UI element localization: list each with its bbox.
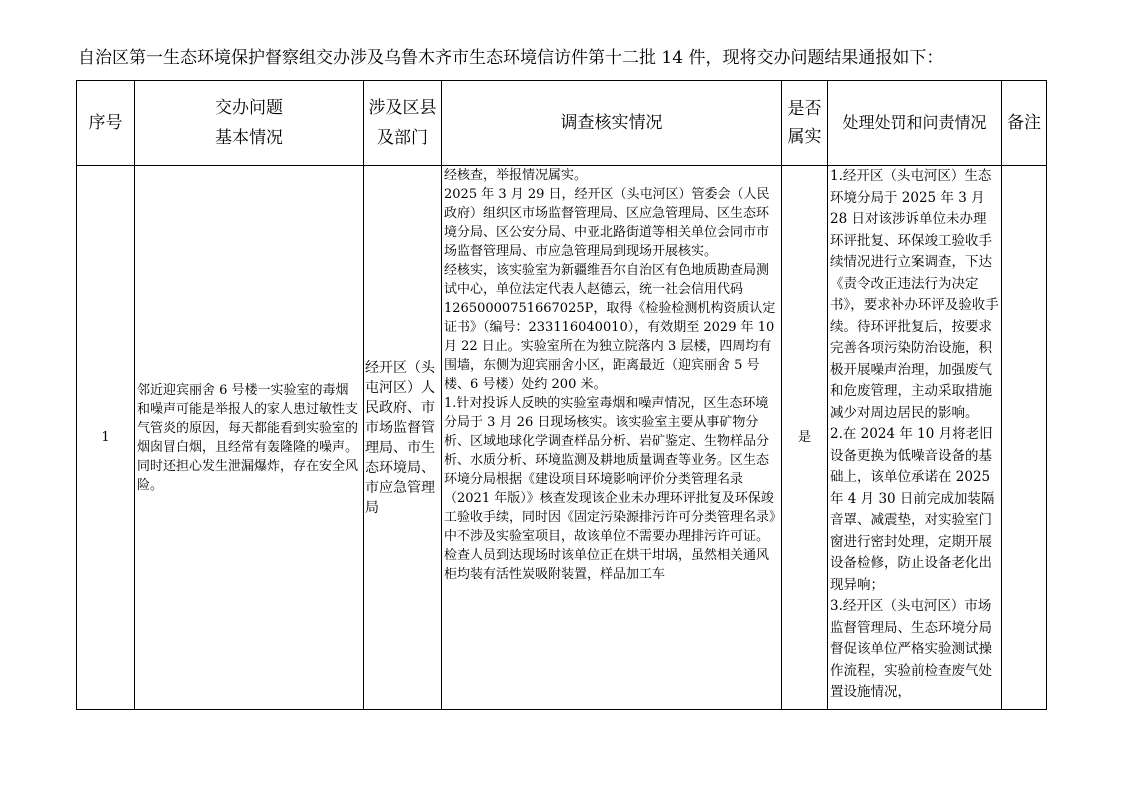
table-row — [77, 166, 1047, 710]
header-district-line1: 涉及区县 — [368, 98, 437, 118]
row-seq: 1 — [77, 166, 135, 710]
header-verified-line1: 是否 — [787, 99, 822, 119]
row-handling — [828, 166, 1002, 710]
handling-item-1: 1.经开区（头屯河区）生态环境分局于 2025 年 3 月 28 日对该涉诉单位未办理环评批复、环保竣工验收手续情况进行立案调查，下达《责令改正违法行为决定书》，要求补办环评及验收手续。待环评批复后，按要求完善各项污染防治设施，积极开展噪声治理，加强废气和危废管理，主动采取措施减少对周边居民的影响。 — [830, 168, 999, 421]
row-issue: 邻近迎宾丽舍 6 号楼一实验室的毒烟和噪声可能是举报人的家人患过敏性支气管炎的原因，每天都能看到实验室的烟囱冒白烟，且经常有轰隆隆的噪声。同时还担心发生泄漏爆炸，存在安全风险。 — [135, 166, 364, 710]
header-verified — [782, 81, 828, 166]
header-district-line2: 及部门 — [377, 128, 428, 148]
intro-text: 自治区第一生态环境保护督察组交办涉及乌鲁木齐市生态环境信访件第十二批 14 件，现将交办问题结果通报如下： — [78, 48, 944, 68]
header-issue — [135, 81, 364, 166]
handling-item-2: 2.在 2024 年 10 月将老旧设备更换为低噪音设备的基础上，该单位承诺在 2025 年 4 月 30 日前完成加装隔音罩、减震垫，对实验室门窗进行密封处理，定期开展设备检修，防止设备老化出现异响； — [830, 426, 995, 593]
header-seq: 序号 — [77, 81, 135, 166]
row-notes — [1002, 166, 1047, 710]
investigation-para-1: 经核查，举报情况属实。 — [444, 168, 588, 183]
petition-results-table — [76, 80, 1047, 710]
header-verified-line2: 属实 — [787, 127, 822, 147]
header-issue-line2: 基本情况 — [215, 128, 283, 148]
header-investigation: 调查核实情况 — [442, 81, 782, 166]
row-verified: 是 — [782, 166, 828, 710]
header-issue-line1: 交办问题 — [215, 98, 283, 118]
header-notes: 备注 — [1002, 81, 1047, 166]
handling-item-3: 3.经开区（头屯河区）市场监督管理局、生态环境分局督促该单位严格实验测试操作流程，实验前检查废气处置设施情况， — [830, 598, 992, 700]
row-district: 经开区（头屯河区）人民政府、市市场监督管理局、市生态环境局、市应急管理局 — [364, 166, 442, 710]
investigation-para-4: 1.针对投诉人反映的实验室毒烟和噪声情况，区生态环境分局于 3 月 26 日现场核实。该实验室主要从事矿物分析、区域地球化学调查样品分析、岩矿鉴定、生物样品分析、水质分析、环境监测及耕地质量调查等业务。区生态环境分局根据《建设项目环境影响评价分类管理名录（2021 年版）》核查发现该企业未办理环评批复及环保竣工验收手续，同时因《固定污染源排污许可分类管理名录》中不涉及实验室项目，故该单位不需要办理排污许可证。 — [444, 396, 776, 544]
investigation-para-5: 检查人员到达现场时该单位正在烘干坩埚，虽然相关通风柜均装有活性炭吸附装置，样品加工车 — [444, 548, 770, 582]
row-investigation — [442, 166, 782, 710]
header-handling: 处理处罚和问责情况 — [828, 81, 1002, 166]
investigation-para-2: 2025 年 3 月 29 日，经开区（头屯河区）管委会（人民政府）组织区市场监督管理局、区应急管理局、区生态环境分局、区公安分局、中亚北路街道等相关单位会同市市场监督管理局、市应急管理局到现场开展核实。 — [444, 187, 770, 259]
investigation-para-3: 经核实，该实验室为新疆维吾尔自治区有色地质勘查局测试中心，单位法定代表人赵德云，统一社会信用代码 12650000751667025P，取得《检验检测机构资质认定证书》（编号：233116040010），有效期至 2029 年 10 月 22 日止。实验室所在为独立院落内 3 层楼，四周均有围墙，东侧为迎宾丽舍小区，距离最近（迎宾丽舍 5 号楼、6 号楼）处约 200 米。 — [444, 263, 776, 392]
table-header-row — [77, 81, 1047, 166]
header-district — [364, 81, 442, 166]
